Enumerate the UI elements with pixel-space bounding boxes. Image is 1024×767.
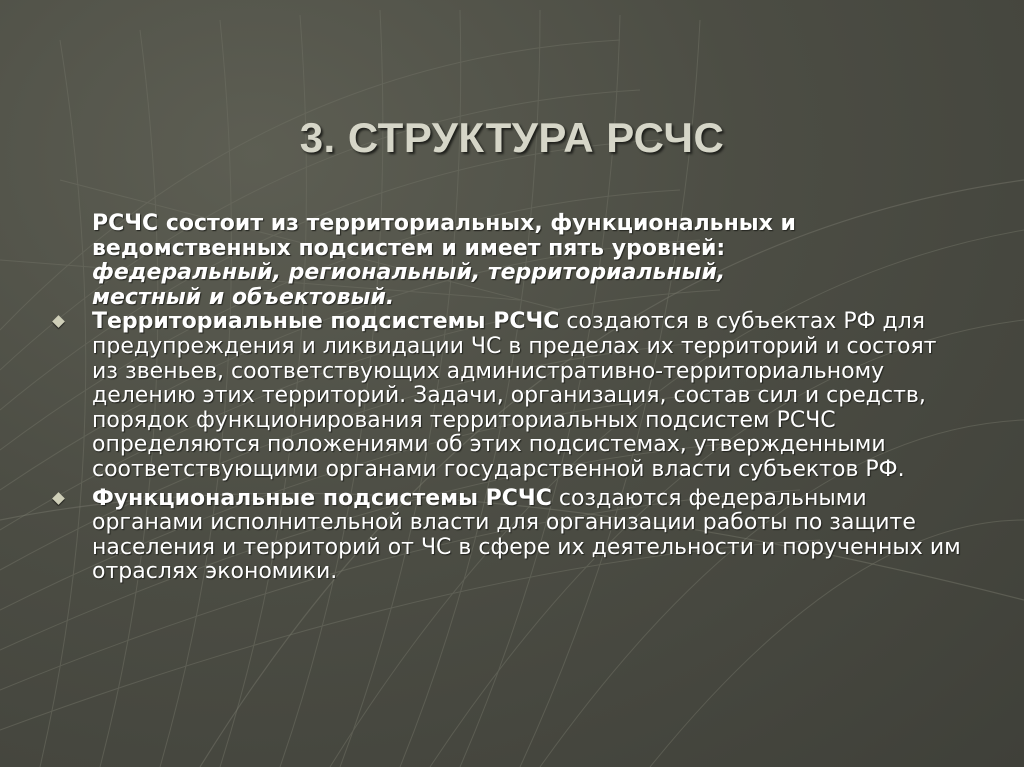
slide-title: 3. СТРУКТУРА РСЧС <box>299 114 725 161</box>
bullet-text: создаются федеральными органами исполнительной власти для организации работы по защите населения и территорий от ЧС в сфере их деятельности и порученных им отраслях экономики. <box>92 485 961 585</box>
intro-line-2: ведомственных подсистем и имеет пять уровней: <box>92 235 726 261</box>
intro-line-3: федеральный, региональный, территориальный, <box>92 260 726 286</box>
bullet-lead: Функциональные подсистемы РСЧС <box>92 485 552 511</box>
bullet-lead: Территориальные подсистемы РСЧС <box>92 309 560 335</box>
intro-paragraph <box>92 212 962 310</box>
bullet-item-territorial <box>92 310 962 482</box>
intro-line-4: местный и объектовый. <box>92 284 395 310</box>
bullet-item-functional <box>92 487 962 585</box>
bullet-text: создаются в субъектах РФ для предупреждения и ликвидации ЧС в пределах их территорий и состоят из звеньев, соответствующих административно-территориальному делению этих территорий. Задачи, организация, состав сил и средств, порядок функционирования территориальных подсистем РСЧС определяются положениями об этих подсистемах, утвержденными соответствующими органами государственной власти субъектов РФ. <box>92 309 937 482</box>
intro-line-1: РСЧС состоит из территориальных, функциональных и <box>92 211 796 236</box>
slide-content <box>92 212 962 585</box>
